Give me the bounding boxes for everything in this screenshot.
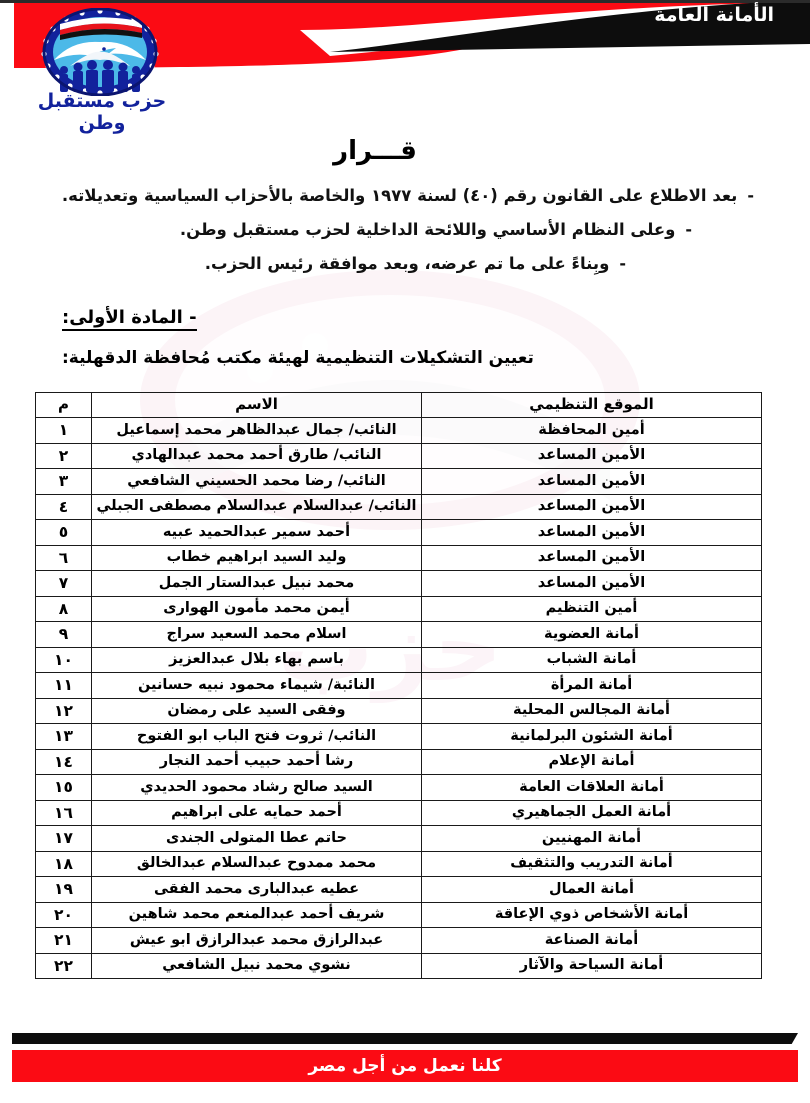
party-logo (12, 8, 192, 134)
cell-number: ٢٢ (36, 953, 92, 979)
cell-name: عبدالرازق محمد عبدالرازق ابو عيش (92, 928, 422, 954)
cell-name: رشا أحمد حبيب أحمد النجار (92, 749, 422, 775)
cell-name: النائب/ رضا محمد الحسيني الشافعي (92, 469, 422, 495)
table-row (36, 571, 762, 597)
table-row (36, 673, 762, 699)
cell-name: محمد نبيل عبدالستار الجمل (92, 571, 422, 597)
table-row (36, 724, 762, 750)
footer-slogan: كلنا نعمل من أجل مصر (308, 1056, 502, 1076)
cell-position: الأمين المساعد (422, 469, 762, 495)
table-row (36, 826, 762, 852)
cell-position: أمانة السياحة والآثار (422, 953, 762, 979)
cell-position: أمانة المهنيين (422, 826, 762, 852)
table-row (36, 622, 762, 648)
cell-number: ١ (36, 418, 92, 444)
cell-number: ١٠ (36, 647, 92, 673)
cell-name: محمد ممدوح عبدالسلام عبدالخالق (92, 851, 422, 877)
cell-position: أمانة المجالس المحلية (422, 698, 762, 724)
clause-item (60, 248, 754, 280)
cell-name: اسلام محمد السعيد سراج (92, 622, 422, 648)
cell-number: ١٢ (36, 698, 92, 724)
column-header-name: الاسم (92, 393, 422, 418)
document-body (0, 130, 810, 368)
cell-position: أمانة العضوية (422, 622, 762, 648)
cell-number: ٧ (36, 571, 92, 597)
roster-table-body (36, 418, 762, 979)
clause-text: بعد الاطلاع على القانون رقم (٤٠) لسنة ١٩٧٧ والخاصة بالأحزاب السياسية وتعديلاته. (61, 186, 738, 205)
cell-number: ١٩ (36, 877, 92, 903)
table-row (36, 775, 762, 801)
clause-dash-icon: - (685, 220, 692, 240)
footer-black-bar (12, 1033, 798, 1044)
cell-number: ١١ (36, 673, 92, 699)
table-row (36, 469, 762, 495)
cell-position: الأمين المساعد (422, 571, 762, 597)
cell-name: النائب/ ثروت فتح الباب ابو الفتوح (92, 724, 422, 750)
cell-name: أيمن محمد مأمون الهوارى (92, 596, 422, 622)
cell-name: النائب/ عبدالسلام عبدالسلام مصطفى الجبلي (92, 494, 422, 520)
table-row (36, 494, 762, 520)
cell-position: الأمين المساعد (422, 494, 762, 520)
table-row (36, 877, 762, 903)
cell-name: باسم بهاء بلال عبدالعزيز (92, 647, 422, 673)
cell-number: ١٣ (36, 724, 92, 750)
clause-item (60, 214, 754, 246)
cell-position: أمانة العمال (422, 877, 762, 903)
cell-position: أمانة الصناعة (422, 928, 762, 954)
table-row (36, 698, 762, 724)
clause-text: وعلى النظام الأساسي واللائحة الداخلية لحزب مستقبل وطن. (179, 220, 676, 240)
cell-number: ٦ (36, 545, 92, 571)
cell-number: ٢٠ (36, 902, 92, 928)
cell-number: ٣ (36, 469, 92, 495)
cell-position: أمانة الأشخاص ذوي الإعاقة (422, 902, 762, 928)
clause-text: وبِناءً على ما تم عرضه، وبعد موافقة رئيس الحزب. (204, 254, 610, 274)
table-row (36, 902, 762, 928)
cell-position: أمانة الإعلام (422, 749, 762, 775)
cell-number: ١٦ (36, 800, 92, 826)
cell-number: ٥ (36, 520, 92, 546)
cell-number: ١٧ (36, 826, 92, 852)
cell-name: شريف أحمد عبدالمنعم محمد شاهين (92, 902, 422, 928)
cell-name: النائبة/ شيماء محمود نبيه حسانين (92, 673, 422, 699)
roster-table-container (36, 392, 762, 979)
cell-number: ٢ (36, 443, 92, 469)
decree-title: قـــرار (333, 136, 417, 166)
party-name-label: حزب مستقبل وطن (37, 90, 167, 134)
article-heading-text: - المادة الأولى: (62, 307, 197, 331)
table-header-row (36, 393, 762, 418)
column-header-number: م (36, 393, 92, 418)
table-row (36, 800, 762, 826)
table-row (36, 953, 762, 979)
cell-name: وليد السيد ابراهيم خطاب (92, 545, 422, 571)
article-heading (0, 307, 810, 328)
table-row (36, 851, 762, 877)
table-row (36, 545, 762, 571)
cell-name: السيد صالح رشاد محمود الحديدي (92, 775, 422, 801)
cell-number: ١٥ (36, 775, 92, 801)
cell-position: أمين التنظيم (422, 596, 762, 622)
cell-position: أمانة الشئون البرلمانية (422, 724, 762, 750)
cell-name: النائب/ طارق أحمد محمد عبدالهادي (92, 443, 422, 469)
clause-item (60, 180, 754, 212)
cell-name: النائب/ جمال عبدالظاهر محمد إسماعيل (92, 418, 422, 444)
cell-number: ٩ (36, 622, 92, 648)
cell-name: حاتم عطا المتولى الجندى (92, 826, 422, 852)
cell-name: نشوي محمد نبيل الشافعي (92, 953, 422, 979)
clause-dash-icon: - (619, 254, 626, 274)
cell-number: ١٤ (36, 749, 92, 775)
page-footer (0, 1019, 810, 1103)
cell-position: الأمين المساعد (422, 520, 762, 546)
cell-position: أمانة العمل الجماهيري (422, 800, 762, 826)
cell-position: أمانة المرأة (422, 673, 762, 699)
table-row (36, 928, 762, 954)
eagle-emblem-icon (30, 8, 170, 96)
table-row (36, 749, 762, 775)
cell-number: ٢١ (36, 928, 92, 954)
cell-position: أمين المحافظة (422, 418, 762, 444)
table-row (36, 647, 762, 673)
roster-table (35, 392, 762, 979)
cell-number: ١٨ (36, 851, 92, 877)
table-row (36, 418, 762, 444)
table-row (36, 443, 762, 469)
cell-number: ٨ (36, 596, 92, 622)
cell-position: الأمين المساعد (422, 545, 762, 571)
column-header-position: الموقع التنظيمي (422, 393, 762, 418)
table-row (36, 596, 762, 622)
cell-name: وفقى السيد على رمضان (92, 698, 422, 724)
clause-dash-icon: - (747, 186, 754, 205)
cell-name: أحمد حمايه على ابراهيم (92, 800, 422, 826)
cell-name: عطيه عبدالبارى محمد الفقى (92, 877, 422, 903)
article-body-text: تعيين التشكيلات التنظيمية لهيئة مكتب مُحافظة الدقهلية: (62, 347, 534, 368)
table-row (36, 520, 762, 546)
cell-position: أمانة الشباب (422, 647, 762, 673)
cell-position: الأمين المساعد (422, 443, 762, 469)
cell-name: أحمد سمير عبدالحميد عبيه (92, 520, 422, 546)
cell-position: أمانة العلاقات العامة (422, 775, 762, 801)
page-title: الأمانة العامة (654, 4, 774, 26)
cell-position: أمانة التدريب والتثقيف (422, 851, 762, 877)
cell-number: ٤ (36, 494, 92, 520)
preamble-clauses (0, 180, 810, 281)
